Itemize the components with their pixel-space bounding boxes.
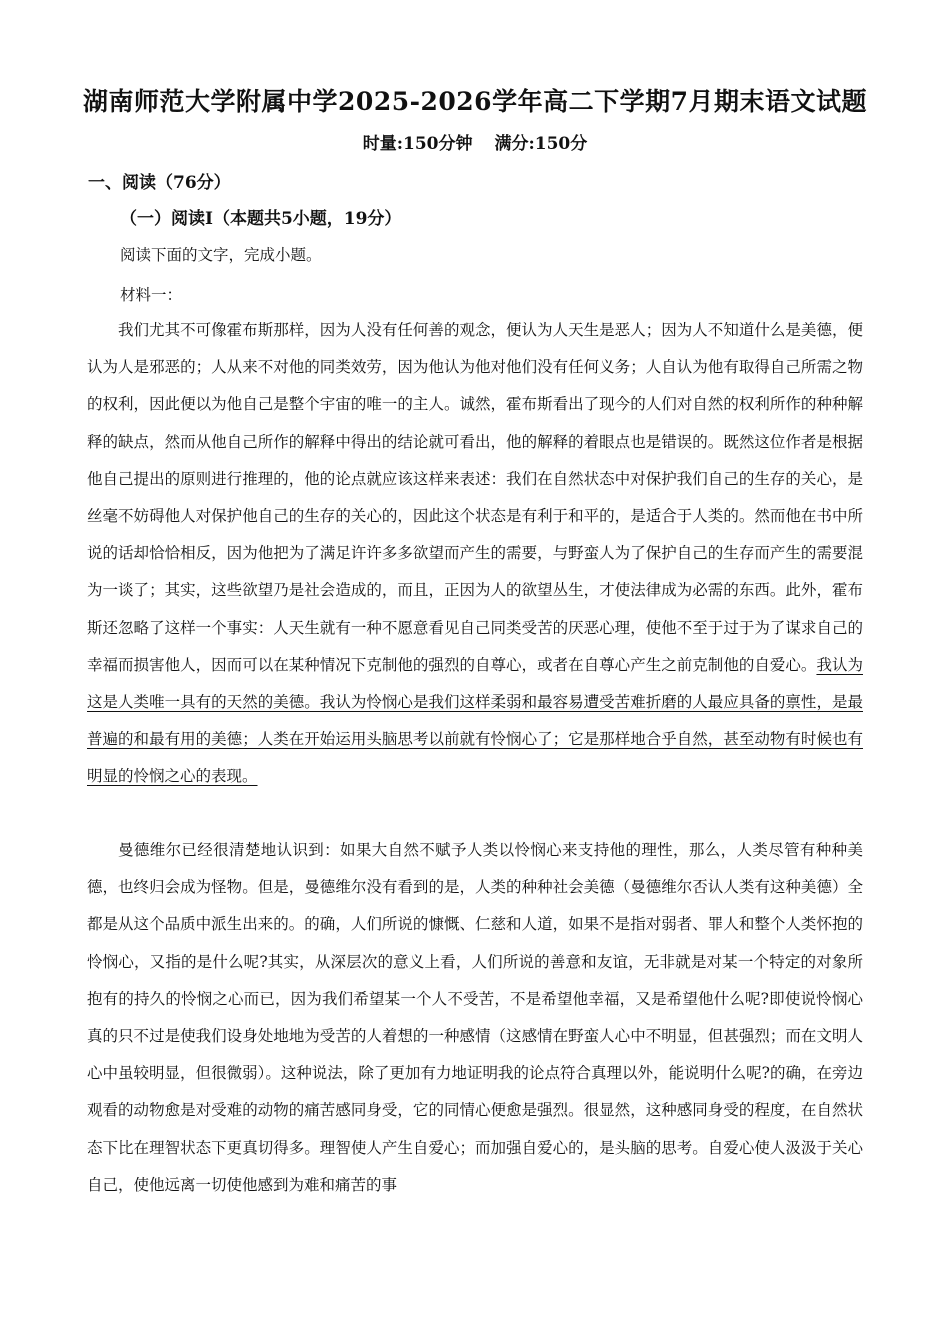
material-label: 材料一： bbox=[120, 286, 183, 304]
exam-meta bbox=[0, 129, 950, 154]
passage-paragraph-2: 曼德维尔已经很清楚地认识到：如果大自然不赋予人类以怜悯心来支持他的理性，那么，人类尽管有种种美德，也终归会成为怪物。但是，曼德维尔没有看到的是，人类的种种社会美德（曼德维尔否认人类有这种美德）全都是从这个品质中派生出来的。的确，人们所说的慷慨、仁慈和人道，如果不是指对弱者、罪人和整个人类怀抱的怜悯心，又指的是什么呢?其实，从深层次的意义上看，人们所说的善意和友谊，无非就是对某一个特定的对象所抱有的持久的怜悯之心而已，因为我们希望某一个人不受苦，不是希望他幸福，又是希望他什么呢?即使说怜悯心真的只不过是使我们设身处地地为受苦的人着想的一种感情（这感情在野蛮人心中不明显，但甚强烈；而在文明人心中虽较明显，但很微弱）。这种说法，除了更加有力地证明我的论点符合真理以外，能说明什么呢?的确，在旁边观看的动物愈是对受难的动物的痛苦感同身受，它的同情心便愈是强烈。很显然，这种感同身受的程度，在自然状态下比在理智状态下更真切得多。理智使人产生自爱心；而加强自爱心的，是头脑的思考。自爱心使人汲汲于关心自己，使他远离一切使他感到为难和痛苦的事 bbox=[87, 841, 863, 1194]
time-limit: 时量:150分钟 bbox=[362, 134, 473, 154]
paragraph-1-text: 我们尤其不可像霍布斯那样，因为人没有任何善的观念，便认为人天生是恶人；因为人不知道什么是美德，便认为人是邪恶的；人从来不对他的同类效劳，因为他认为他对他们没有任何义务；人自认为他有取得自己所需之物的权利，因此便以为他自己是整个宇宙的唯一的主人。诚然，霍布斯看出了现今的人们对自然的权利所作的种种解释的缺点，然而从他自己所作的解释中得出的结论就可看出，他的解释的着眼点也是错误的。既然这位作者是根据他自己提出的原则进行推理的，他的论点就应该这样来表述：我们在自然状态中对保护我们自己的生存的关心，是丝毫不妨碍他人对保护他自己的生存的关心的，因此这个状态是有利于和平的，是适合于人类的。然而他在书中所说的话却恰恰相反，因为他把为了满足许许多多欲望而产生的需要，与野蛮人为了保护自己的生存而产生的需要混为一谈了；其实，这些欲望乃是社会造成的，而且，正因为人的欲望丛生，才使法律成为必需的东西。此外，霍布斯还忽略了这样一个事实：人天生就有一种不愿意看见自己同类受苦的厌恶心理，使他不至于过于为了谋求自己的幸福而损害他人，因而可以在某种情况下克制他的强烈的自尊心，或者在自尊心产生之前克制他的自爱心。 bbox=[87, 321, 863, 674]
full-score: 满分:150分 bbox=[494, 134, 588, 154]
passage-paragraph-1 bbox=[87, 312, 863, 796]
reading-instruction: 阅读下面的文字，完成小题。 bbox=[120, 246, 322, 264]
subsection-heading: （一）阅读Ⅰ（本题共5小题，19分） bbox=[120, 209, 402, 229]
exam-title: 湖南师范大学附属中学2025-2026学年高二下学期7月期末语文试题 bbox=[83, 87, 867, 116]
section-heading: 一、阅读（76分） bbox=[88, 173, 231, 193]
underlined-sentence: 我认为这是人类唯一具有的天然的美德。我认为怜悯心是我们这样柔弱和最容易遭受苦难折磨的人最应具备的禀性，是最普遍的和最有用的美德；人类在开始运用头脑思考以前就有怜悯心了；它是那样地合乎自然，甚至动物有时候也有明显的怜悯之心的表现。 bbox=[87, 655, 863, 786]
